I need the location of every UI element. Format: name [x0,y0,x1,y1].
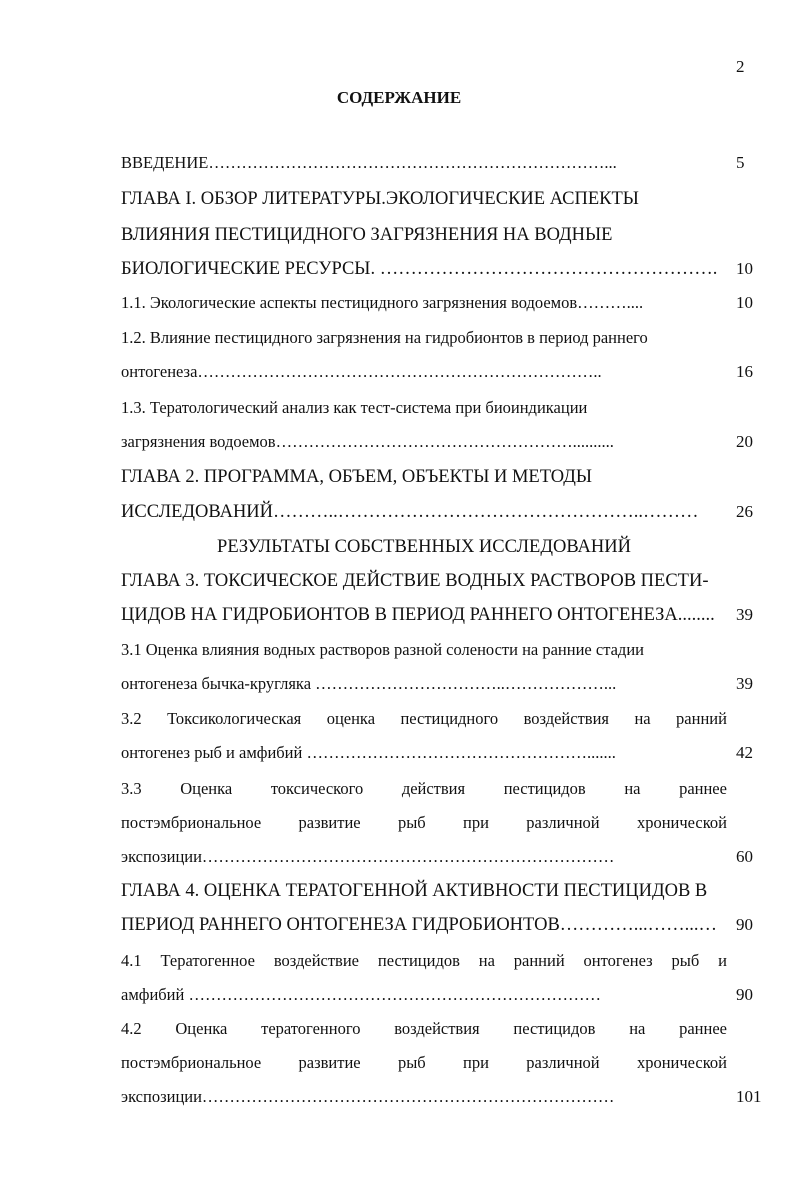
toc-s3-3-page: 60 [736,847,753,866]
word: пестицидного [400,709,499,728]
word: ранний [513,951,565,970]
page-title: СОДЕРЖАНИЕ [336,88,462,107]
toc-s1-2-line1: 1.2. Влияние пестицидного загрязнения на гидробионтов в период раннего [121,328,648,347]
toc-ch4-page: 90 [736,915,753,934]
word: на [629,1019,646,1038]
word: пестицидов [503,779,586,798]
toc-ch4-line2: ПЕРИОД РАННЕГО ОНТОГЕНЕЗА ГИДРОБИОНТОВ…………...……...… [121,915,718,935]
toc-s1-3-line1: 1.3. Тератологический анализ как тест-система при биоиндикации [121,398,588,417]
toc-s1-3-line2: загрязнения водоемов……………………………………………….......... [121,432,614,451]
word: хронической [636,813,727,832]
word: рыб [397,813,426,832]
toc-s3-1-line1: 3.1 Оценка влияния водных растворов разной солености на ранние стадии [121,640,644,659]
word: 3.3 [121,779,142,798]
toc-ch3-line1: ГЛАВА 3. ТОКСИЧЕСКОЕ ДЕЙСТВИЕ ВОДНЫХ РАСТВОРОВ ПЕСТИ- [121,571,709,591]
toc-ch1-line3: БИОЛОГИЧЕСКИЕ РЕСУРСЫ. ………………………………………………. [121,259,718,279]
word: тератогенного [261,1019,361,1038]
toc-s3-3-line3: экспозиции………………………………………………………………… [121,847,615,866]
toc-ch2-line1: ГЛАВА 2. ПРОГРАММА, ОБЪЕМ, ОБЪЕКТЫ И МЕТОДЫ [121,467,592,487]
word: рыб [671,951,700,970]
word: Оценка [180,779,233,798]
toc-s3-2-line1 [121,707,727,731]
word: на [624,779,641,798]
word: ранний [676,709,727,728]
toc-s1-2-page: 16 [736,362,753,381]
toc-ch3-page: 39 [736,605,753,624]
word: различной [526,1053,600,1072]
word: 3.2 [121,709,142,728]
word: Тератогенное [160,951,255,970]
word: на [478,951,495,970]
word: 4.1 [121,951,142,970]
word: онтогенез [583,951,653,970]
word: постэмбриональное [121,813,262,832]
toc-s4-2-line2 [121,1051,727,1075]
toc-ch1-line1: ГЛАВА I. ОБЗОР ЛИТЕРАТУРЫ.ЭКОЛОГИЧЕСКИЕ АСПЕКТЫ [121,189,639,209]
toc-ch3-line2: ЦИДОВ НА ГИДРОБИОНТОВ В ПЕРИОД РАННЕГО ОНТОГЕНЕЗА........ [121,605,715,625]
word: различной [526,813,600,832]
toc-results-heading: РЕЗУЛЬТАТЫ СОБСТВЕННЫХ ИССЛЕДОВАНИЙ [217,537,631,557]
word: пестицидов [513,1019,596,1038]
word: и [718,951,727,970]
toc-s1-2-line2: онтогенеза……………………………………………………………….. [121,362,602,381]
word: при [463,813,489,832]
word: развитие [298,1053,361,1072]
word: Оценка [175,1019,228,1038]
word: при [463,1053,489,1072]
toc-s4-2-line3: экспозиции………………………………………………………………… [121,1087,615,1106]
toc-s4-1-page: 90 [736,985,753,1004]
toc-intro-page: 5 [736,153,745,172]
toc-ch4-line1: ГЛАВА 4. ОЦЕНКА ТЕРАТОГЕННОЙ АКТИВНОСТИ ПЕСТИЦИДОВ В [121,881,708,901]
toc-s1-3-page: 20 [736,432,753,451]
word: оценка [326,709,376,728]
word: воздействия [394,1019,480,1038]
word: раннее [679,779,727,798]
toc-s3-3-line1 [121,777,727,801]
toc-s4-2-page: 101 [736,1087,762,1106]
toc-s3-2-line2: онтогенез рыб и амфибий ……………………………………………....... [121,743,616,762]
page-number: 2 [736,57,745,76]
word: воздействие [273,951,360,970]
word: пестицидов [377,951,460,970]
word: Токсикологическая [167,709,302,728]
toc-s1-1: 1.1. Экологические аспекты пестицидного загрязнения водоемов……….... [121,293,644,312]
word: воздействия [523,709,610,728]
word: действия [401,779,466,798]
toc-ch1-page: 10 [736,259,753,278]
toc-s1-1-page: 10 [736,293,753,312]
word: 4.2 [121,1019,142,1038]
word: развитие [298,813,361,832]
toc-s3-3-line2 [121,811,727,835]
word: хронической [636,1053,727,1072]
word: токсического [270,779,364,798]
word: на [634,709,651,728]
toc-ch2-line2: ИССЛЕДОВАНИЙ………..…………………………………………..……… [121,502,699,522]
toc-s3-2-page: 42 [736,743,753,762]
toc-intro: ВВЕДЕНИЕ………………………………………………………………... [121,153,617,172]
toc-s4-2-line1 [121,1017,727,1041]
toc-s4-1-line2: амфибий ………………………………………………………………… [121,985,601,1004]
word: рыб [397,1053,426,1072]
toc-s3-1-line2: онтогенеза бычка-кругляка ……………………………..………………... [121,674,617,693]
toc-ch2-page: 26 [736,502,753,521]
word: постэмбриональное [121,1053,262,1072]
toc-ch1-line2: ВЛИЯНИЯ ПЕСТИЦИДНОГО ЗАГРЯЗНЕНИЯ НА ВОДНЫЕ [121,225,613,245]
toc-s3-1-page: 39 [736,674,753,693]
toc-s4-1-line1 [121,949,727,973]
word: раннее [679,1019,727,1038]
